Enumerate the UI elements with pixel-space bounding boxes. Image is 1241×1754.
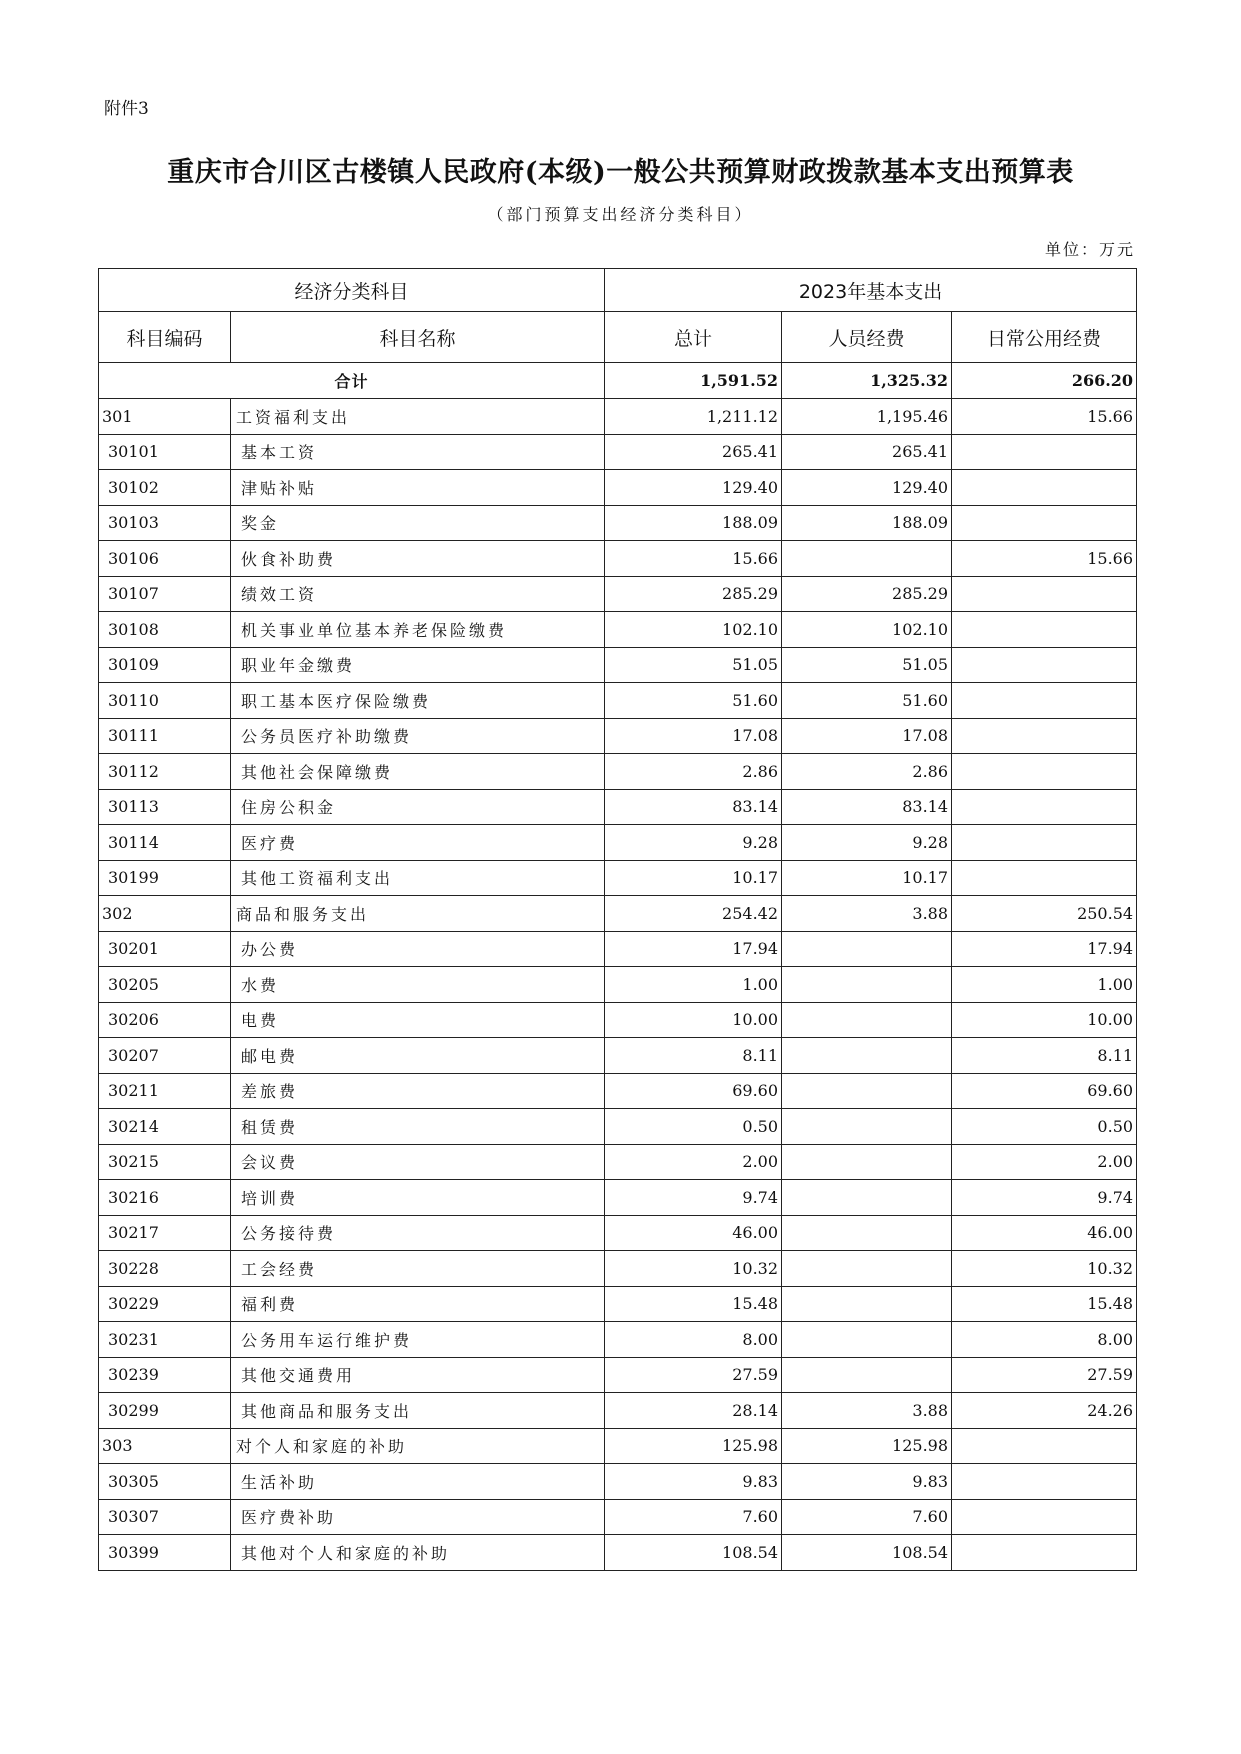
row-code: 30228 bbox=[99, 1251, 231, 1287]
table-row bbox=[99, 1038, 1137, 1074]
row-public bbox=[952, 505, 1137, 541]
row-personnel bbox=[782, 1286, 952, 1322]
table-row bbox=[99, 1286, 1137, 1322]
row-public bbox=[952, 647, 1137, 683]
row-total: 125.98 bbox=[605, 1428, 782, 1464]
table-row bbox=[99, 1180, 1137, 1216]
row-total: 46.00 bbox=[605, 1215, 782, 1251]
row-public: 46.00 bbox=[952, 1215, 1137, 1251]
row-public: 15.66 bbox=[952, 541, 1137, 577]
row-personnel: 125.98 bbox=[782, 1428, 952, 1464]
row-name: 福利费 bbox=[231, 1286, 605, 1322]
row-name: 其他商品和服务支出 bbox=[231, 1393, 605, 1429]
row-name: 奖金 bbox=[231, 505, 605, 541]
row-name: 其他社会保障缴费 bbox=[231, 754, 605, 790]
row-code: 30307 bbox=[99, 1499, 231, 1535]
row-public: 15.66 bbox=[952, 399, 1137, 435]
row-name: 公务用车运行维护费 bbox=[231, 1322, 605, 1358]
row-personnel: 3.88 bbox=[782, 896, 952, 932]
table-row bbox=[99, 1109, 1137, 1145]
row-public bbox=[952, 1428, 1137, 1464]
total-row bbox=[99, 363, 1137, 399]
row-personnel bbox=[782, 1038, 952, 1074]
table-row bbox=[99, 576, 1137, 612]
row-personnel bbox=[782, 1109, 952, 1145]
row-name: 办公费 bbox=[231, 931, 605, 967]
row-name: 工会经费 bbox=[231, 1251, 605, 1287]
header-basic-expenditure-2023: 2023年基本支出 bbox=[605, 269, 1137, 312]
table-row bbox=[99, 1144, 1137, 1180]
row-public bbox=[952, 683, 1137, 719]
row-personnel bbox=[782, 541, 952, 577]
row-personnel bbox=[782, 1215, 952, 1251]
table-row bbox=[99, 1464, 1137, 1500]
row-personnel: 2.86 bbox=[782, 754, 952, 790]
table-row bbox=[99, 1499, 1137, 1535]
row-personnel: 51.05 bbox=[782, 647, 952, 683]
row-personnel: 265.41 bbox=[782, 434, 952, 470]
row-public bbox=[952, 825, 1137, 861]
row-public bbox=[952, 1464, 1137, 1500]
row-public bbox=[952, 576, 1137, 612]
row-public: 1.00 bbox=[952, 967, 1137, 1003]
table-row bbox=[99, 434, 1137, 470]
row-total: 188.09 bbox=[605, 505, 782, 541]
row-total: 15.66 bbox=[605, 541, 782, 577]
row-total: 1.00 bbox=[605, 967, 782, 1003]
row-code: 30299 bbox=[99, 1393, 231, 1429]
row-code: 30239 bbox=[99, 1357, 231, 1393]
row-code: 30113 bbox=[99, 789, 231, 825]
row-personnel bbox=[782, 1357, 952, 1393]
row-total: 9.28 bbox=[605, 825, 782, 861]
row-total: 9.74 bbox=[605, 1180, 782, 1216]
total-label: 合计 bbox=[99, 363, 605, 399]
total-total: 1,591.52 bbox=[605, 363, 782, 399]
table-row bbox=[99, 1322, 1137, 1358]
row-public bbox=[952, 860, 1137, 896]
row-personnel: 108.54 bbox=[782, 1535, 952, 1571]
row-personnel bbox=[782, 1144, 952, 1180]
table-row bbox=[99, 967, 1137, 1003]
row-total: 129.40 bbox=[605, 470, 782, 506]
row-total: 108.54 bbox=[605, 1535, 782, 1571]
row-total: 0.50 bbox=[605, 1109, 782, 1145]
row-public bbox=[952, 1499, 1137, 1535]
row-name: 职业年金缴费 bbox=[231, 647, 605, 683]
row-total: 17.08 bbox=[605, 718, 782, 754]
row-total: 15.48 bbox=[605, 1286, 782, 1322]
row-name: 其他交通费用 bbox=[231, 1357, 605, 1393]
row-public: 9.74 bbox=[952, 1180, 1137, 1216]
row-total: 254.42 bbox=[605, 896, 782, 932]
row-name: 医疗费补助 bbox=[231, 1499, 605, 1535]
row-total: 285.29 bbox=[605, 576, 782, 612]
header-public: 日常公用经费 bbox=[952, 312, 1137, 363]
row-personnel: 7.60 bbox=[782, 1499, 952, 1535]
row-total: 17.94 bbox=[605, 931, 782, 967]
table-row bbox=[99, 825, 1137, 861]
table-row bbox=[99, 1535, 1137, 1571]
row-total: 83.14 bbox=[605, 789, 782, 825]
row-personnel: 188.09 bbox=[782, 505, 952, 541]
table-row bbox=[99, 860, 1137, 896]
row-personnel: 83.14 bbox=[782, 789, 952, 825]
row-code: 301 bbox=[99, 399, 231, 435]
row-total: 265.41 bbox=[605, 434, 782, 470]
row-public bbox=[952, 470, 1137, 506]
row-code: 30110 bbox=[99, 683, 231, 719]
row-public: 8.11 bbox=[952, 1038, 1137, 1074]
row-total: 2.00 bbox=[605, 1144, 782, 1180]
header-name: 科目名称 bbox=[231, 312, 605, 363]
row-total: 102.10 bbox=[605, 612, 782, 648]
row-personnel: 9.28 bbox=[782, 825, 952, 861]
row-personnel: 9.83 bbox=[782, 1464, 952, 1500]
table-row bbox=[99, 896, 1137, 932]
row-public: 0.50 bbox=[952, 1109, 1137, 1145]
row-code: 30305 bbox=[99, 1464, 231, 1500]
table-row bbox=[99, 789, 1137, 825]
row-public: 17.94 bbox=[952, 931, 1137, 967]
table-row bbox=[99, 718, 1137, 754]
row-name: 会议费 bbox=[231, 1144, 605, 1180]
row-code: 30231 bbox=[99, 1322, 231, 1358]
row-code: 30217 bbox=[99, 1215, 231, 1251]
row-public: 69.60 bbox=[952, 1073, 1137, 1109]
row-total: 10.17 bbox=[605, 860, 782, 896]
page-title: 重庆市合川区古楼镇人民政府(本级)一般公共预算财政拨款基本支出预算表 bbox=[167, 157, 1074, 188]
row-total: 51.05 bbox=[605, 647, 782, 683]
row-public: 8.00 bbox=[952, 1322, 1137, 1358]
row-personnel bbox=[782, 1322, 952, 1358]
row-personnel bbox=[782, 1002, 952, 1038]
row-total: 10.00 bbox=[605, 1002, 782, 1038]
row-name: 公务接待费 bbox=[231, 1215, 605, 1251]
row-total: 2.86 bbox=[605, 754, 782, 790]
row-total: 28.14 bbox=[605, 1393, 782, 1429]
attachment-label: 附件3 bbox=[104, 99, 149, 119]
row-name: 职工基本医疗保险缴费 bbox=[231, 683, 605, 719]
header-group-row bbox=[99, 269, 1137, 312]
row-code: 30114 bbox=[99, 825, 231, 861]
row-code: 30109 bbox=[99, 647, 231, 683]
table-row bbox=[99, 1393, 1137, 1429]
row-total: 69.60 bbox=[605, 1073, 782, 1109]
row-public bbox=[952, 754, 1137, 790]
row-public: 24.26 bbox=[952, 1393, 1137, 1429]
row-code: 30101 bbox=[99, 434, 231, 470]
row-code: 302 bbox=[99, 896, 231, 932]
row-code: 303 bbox=[99, 1428, 231, 1464]
row-name: 水费 bbox=[231, 967, 605, 1003]
table-row bbox=[99, 399, 1137, 435]
row-personnel: 17.08 bbox=[782, 718, 952, 754]
row-public: 27.59 bbox=[952, 1357, 1137, 1393]
row-code: 30108 bbox=[99, 612, 231, 648]
row-public bbox=[952, 1535, 1137, 1571]
row-code: 30199 bbox=[99, 860, 231, 896]
row-code: 30107 bbox=[99, 576, 231, 612]
row-code: 30215 bbox=[99, 1144, 231, 1180]
table-row bbox=[99, 647, 1137, 683]
header-total: 总计 bbox=[605, 312, 782, 363]
row-code: 30201 bbox=[99, 931, 231, 967]
total-personnel: 1,325.32 bbox=[782, 363, 952, 399]
row-personnel bbox=[782, 1251, 952, 1287]
row-total: 7.60 bbox=[605, 1499, 782, 1535]
row-name: 医疗费 bbox=[231, 825, 605, 861]
row-code: 30103 bbox=[99, 505, 231, 541]
table-row bbox=[99, 470, 1137, 506]
row-personnel: 10.17 bbox=[782, 860, 952, 896]
header-economic-classification: 经济分类科目 bbox=[99, 269, 605, 312]
row-name: 机关事业单位基本养老保险缴费 bbox=[231, 612, 605, 648]
row-name: 基本工资 bbox=[231, 434, 605, 470]
row-code: 30205 bbox=[99, 967, 231, 1003]
row-personnel: 1,195.46 bbox=[782, 399, 952, 435]
row-name: 电费 bbox=[231, 1002, 605, 1038]
table-row bbox=[99, 1428, 1137, 1464]
row-total: 8.00 bbox=[605, 1322, 782, 1358]
row-total: 27.59 bbox=[605, 1357, 782, 1393]
row-code: 30214 bbox=[99, 1109, 231, 1145]
row-personnel: 3.88 bbox=[782, 1393, 952, 1429]
row-code: 30106 bbox=[99, 541, 231, 577]
row-name: 其他工资福利支出 bbox=[231, 860, 605, 896]
table-row bbox=[99, 612, 1137, 648]
row-personnel: 102.10 bbox=[782, 612, 952, 648]
row-public: 10.32 bbox=[952, 1251, 1137, 1287]
row-name: 商品和服务支出 bbox=[231, 896, 605, 932]
table-row bbox=[99, 931, 1137, 967]
row-name: 工资福利支出 bbox=[231, 399, 605, 435]
row-public bbox=[952, 789, 1137, 825]
row-code: 30207 bbox=[99, 1038, 231, 1074]
row-personnel bbox=[782, 931, 952, 967]
table-row bbox=[99, 1251, 1137, 1287]
row-total: 51.60 bbox=[605, 683, 782, 719]
row-public: 2.00 bbox=[952, 1144, 1137, 1180]
row-name: 绩效工资 bbox=[231, 576, 605, 612]
table-row bbox=[99, 1215, 1137, 1251]
row-total: 9.83 bbox=[605, 1464, 782, 1500]
row-code: 30102 bbox=[99, 470, 231, 506]
row-name: 租赁费 bbox=[231, 1109, 605, 1145]
table-row bbox=[99, 541, 1137, 577]
row-code: 30112 bbox=[99, 754, 231, 790]
total-public: 266.20 bbox=[952, 363, 1137, 399]
row-name: 住房公积金 bbox=[231, 789, 605, 825]
row-personnel bbox=[782, 1180, 952, 1216]
row-public bbox=[952, 718, 1137, 754]
row-code: 30229 bbox=[99, 1286, 231, 1322]
row-name: 伙食补助费 bbox=[231, 541, 605, 577]
row-public: 10.00 bbox=[952, 1002, 1137, 1038]
table-row bbox=[99, 505, 1137, 541]
row-name: 其他对个人和家庭的补助 bbox=[231, 1535, 605, 1571]
budget-table bbox=[98, 268, 1137, 1571]
header-column-row bbox=[99, 312, 1137, 363]
table-row bbox=[99, 1073, 1137, 1109]
row-total: 10.32 bbox=[605, 1251, 782, 1287]
row-total: 8.11 bbox=[605, 1038, 782, 1074]
row-public: 15.48 bbox=[952, 1286, 1137, 1322]
table-row bbox=[99, 754, 1137, 790]
header-personnel: 人员经费 bbox=[782, 312, 952, 363]
row-code: 30211 bbox=[99, 1073, 231, 1109]
row-total: 1,211.12 bbox=[605, 399, 782, 435]
row-code: 30399 bbox=[99, 1535, 231, 1571]
row-name: 差旅费 bbox=[231, 1073, 605, 1109]
row-personnel: 51.60 bbox=[782, 683, 952, 719]
row-name: 公务员医疗补助缴费 bbox=[231, 718, 605, 754]
row-personnel: 129.40 bbox=[782, 470, 952, 506]
header-code: 科目编码 bbox=[99, 312, 231, 363]
row-name: 生活补助 bbox=[231, 1464, 605, 1500]
row-public: 250.54 bbox=[952, 896, 1137, 932]
row-personnel: 285.29 bbox=[782, 576, 952, 612]
row-code: 30206 bbox=[99, 1002, 231, 1038]
table-row bbox=[99, 683, 1137, 719]
row-public bbox=[952, 612, 1137, 648]
unit-label: 单位：万元 bbox=[1044, 240, 1135, 259]
row-name: 邮电费 bbox=[231, 1038, 605, 1074]
row-public bbox=[952, 434, 1137, 470]
row-name: 培训费 bbox=[231, 1180, 605, 1216]
table-row bbox=[99, 1357, 1137, 1393]
table-row bbox=[99, 1002, 1137, 1038]
row-code: 30111 bbox=[99, 718, 231, 754]
row-personnel bbox=[782, 967, 952, 1003]
row-personnel bbox=[782, 1073, 952, 1109]
row-name: 津贴补贴 bbox=[231, 470, 605, 506]
page-subtitle: （部门预算支出经济分类科目） bbox=[487, 205, 754, 224]
row-code: 30216 bbox=[99, 1180, 231, 1216]
row-name: 对个人和家庭的补助 bbox=[231, 1428, 605, 1464]
